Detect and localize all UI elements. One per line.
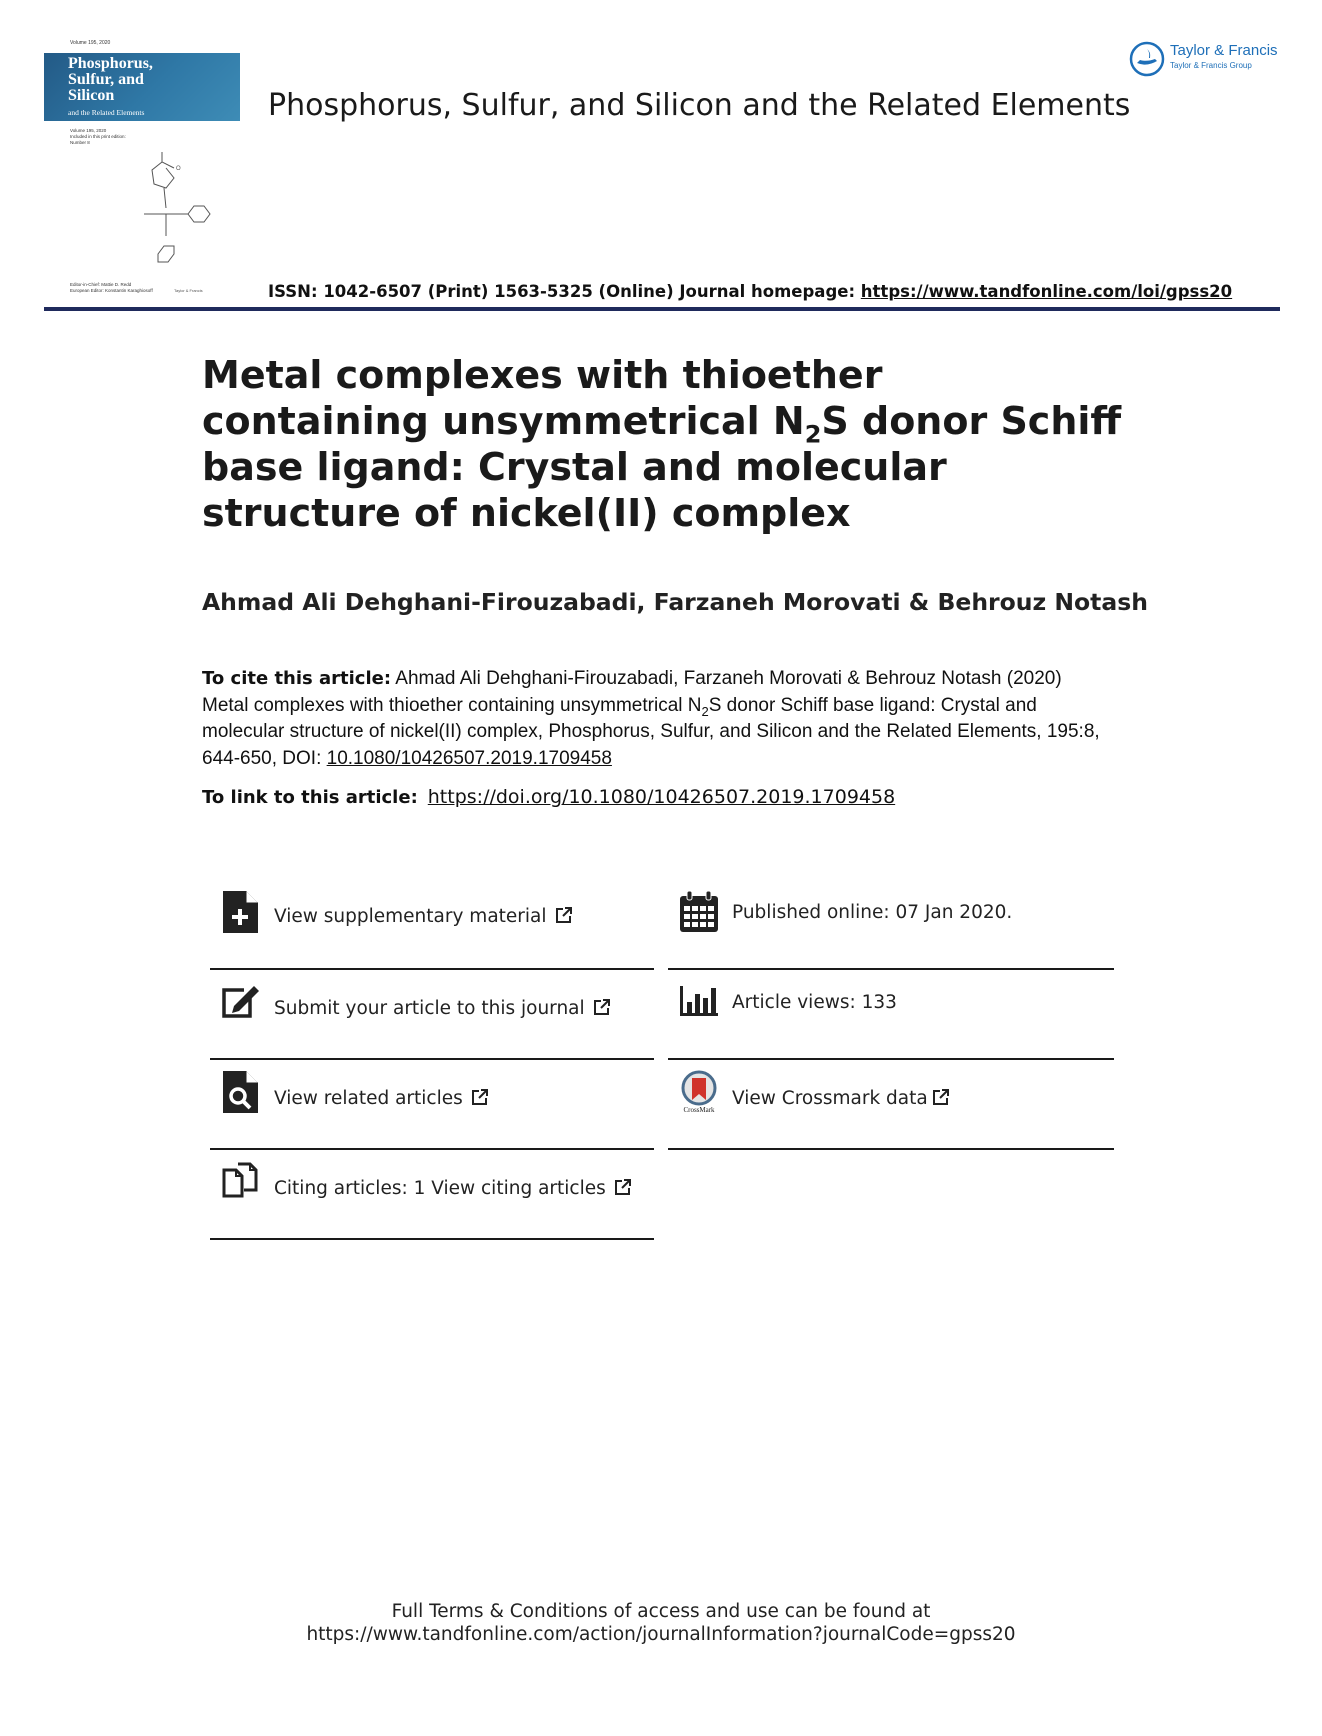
article-link-line — [202, 786, 895, 808]
crossmark-item[interactable] — [668, 1060, 1114, 1150]
crossmark-icon — [678, 1070, 720, 1114]
external-link-icon — [932, 1088, 950, 1106]
citing-articles-link[interactable] — [274, 1178, 632, 1199]
svg-text:O: O — [176, 166, 181, 172]
citation-subscript: 2 — [701, 703, 709, 719]
journal-name: Phosphorus, Sulfur, and Silicon and the Related Elements — [268, 88, 1131, 123]
citing-articles-label: Citing articles: 1 View citing articles — [274, 1178, 606, 1199]
calendar-icon — [678, 890, 720, 934]
citation-text: S donor Schiff base ligand: Crystal and molecular structure of nickel(II) complex, Phosphorus, Sulfur, and Silicon and the Related Elements, 195:8, 644-650, DOI: — [202, 694, 1100, 769]
external-link-icon — [593, 998, 611, 1016]
cover-title — [68, 56, 153, 104]
article-doi-link[interactable]: https://doi.org/10.1080/10426507.2019.1709458 — [427, 786, 896, 808]
published-online-item — [668, 880, 1114, 970]
related-articles-label: View related articles — [274, 1088, 463, 1109]
article-views-text: Article views: 133 — [732, 992, 897, 1013]
bar-chart-icon — [678, 980, 720, 1024]
submit-article-link[interactable] — [274, 998, 611, 1019]
crossmark-badge-text: CrossMark — [683, 1106, 715, 1114]
cover-subtitle: and the Related Elements — [68, 108, 145, 117]
citation-block — [202, 666, 1102, 772]
cover-editor-line: Editor-in-Chief: Mattie D. Redd — [70, 282, 132, 287]
cover-title-line: Sulfur, and — [68, 71, 144, 88]
external-link-icon — [555, 906, 573, 924]
terms-footer-url[interactable]: https://www.tandfonline.com/action/journalInformation?journalCode=gpss20 — [306, 1624, 1016, 1645]
publisher-group: Taylor & Francis Group — [1170, 61, 1252, 70]
published-online-text: Published online: 07 Jan 2020. — [732, 902, 1013, 923]
journal-homepage-link[interactable]: https://www.tandfonline.com/loi/gpss20 — [860, 282, 1233, 301]
cover-editor-line: European Editor: Konstantin Karaghiosoff — [70, 288, 153, 293]
external-link-icon — [471, 1088, 489, 1106]
molecule-drawing — [104, 148, 224, 278]
cover-issue-line: Included in this print edition: — [70, 134, 126, 139]
header-divider — [44, 307, 1280, 311]
article-title-text: Metal complexes with thioether containing unsymmetrical N — [202, 353, 883, 443]
citation-label: To cite this article: — [202, 668, 392, 689]
journal-cover-thumbnail — [44, 36, 240, 300]
citing-articles-item[interactable] — [210, 1150, 654, 1240]
submit-article-label: Submit your article to this journal — [274, 998, 585, 1019]
publisher-logo[interactable] — [1128, 40, 1288, 78]
related-articles-link[interactable] — [274, 1088, 489, 1109]
issn-line — [268, 282, 1232, 301]
crossmark-link[interactable] — [732, 1088, 950, 1109]
submit-article-item[interactable] — [210, 970, 654, 1060]
supplementary-material-link[interactable] — [274, 906, 573, 927]
article-views-item — [668, 970, 1114, 1060]
article-title — [202, 352, 1122, 536]
search-document-icon — [220, 1070, 262, 1114]
terms-footer-line: Full Terms & Conditions of access and use can be found at — [391, 1601, 931, 1622]
supplementary-material-label: View supplementary material — [274, 906, 547, 927]
cover-title-line: Phosphorus, — [68, 55, 153, 72]
article-link-label: To link to this article: — [202, 787, 418, 808]
article-authors: Ahmad Ali Dehghani-Firouzabadi, Farzaneh Morovati & Behrouz Notash — [202, 588, 1148, 616]
cover-editors — [70, 282, 153, 294]
article-title-subscript: 2 — [804, 420, 822, 449]
issn-text: ISSN: 1042-6507 (Print) 1563-5325 (Online) Journal homepage: — [268, 282, 861, 301]
taylor-francis-lamp-icon — [1128, 40, 1166, 78]
article-title-text: S donor Schiff base ligand: Crystal and molecular structure of nickel(II) complex — [202, 399, 1122, 535]
related-articles-item[interactable] — [210, 1060, 654, 1150]
citation-doi-link[interactable]: 10.1080/10426507.2019.1709458 — [326, 747, 612, 769]
cover-title-line: Silicon — [68, 87, 115, 104]
edit-icon — [220, 980, 262, 1024]
cover-issue-line: Number 8 — [70, 140, 90, 145]
external-link-icon — [614, 1178, 632, 1196]
cover-issue-line: Volume 195, 2020 — [70, 128, 107, 133]
cover-volume-note: Volume 195, 2020 — [70, 40, 111, 46]
terms-footer — [0, 1600, 1322, 1646]
supplementary-material-item[interactable] — [210, 880, 654, 970]
citing-documents-icon — [220, 1160, 262, 1204]
citation-text: Ahmad Ali Dehghani-Firouzabadi, Farzaneh Morovati & Behrouz Notash (2020) Metal complexes with thioether containing unsymmetrical N — [202, 668, 1062, 716]
cover-publisher-mark: Taylor & Francis — [174, 288, 203, 293]
cover-issue-note — [70, 128, 126, 146]
publisher-brand: Taylor & Francis — [1170, 42, 1278, 59]
document-plus-icon — [220, 890, 262, 934]
crossmark-label: View Crossmark data — [732, 1088, 928, 1109]
